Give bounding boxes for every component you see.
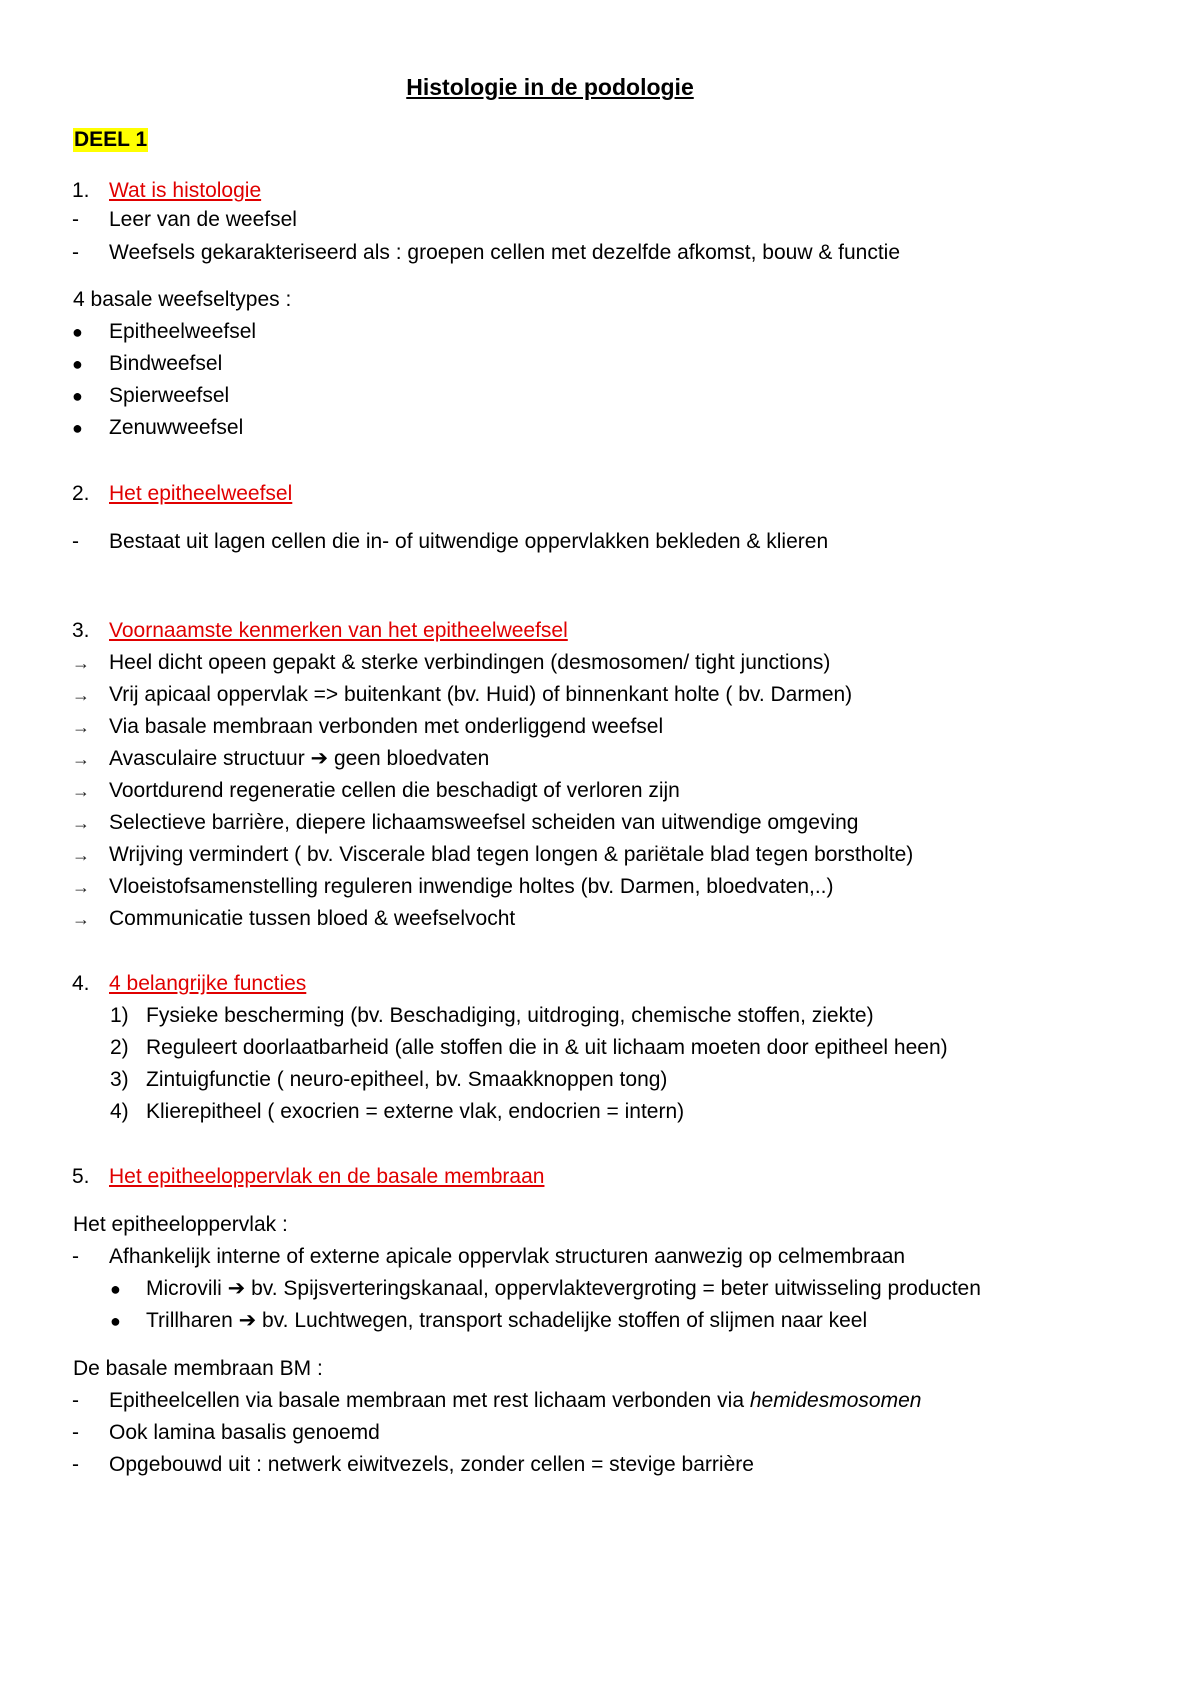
- section-number: 1.: [72, 179, 90, 202]
- arrow-icon: →: [72, 813, 90, 833]
- dash-marker: -: [72, 208, 79, 231]
- section-number: 4.: [72, 972, 90, 995]
- dash-marker: -: [72, 1453, 79, 1476]
- arrow-icon: →: [72, 685, 90, 705]
- section-number: 5.: [72, 1165, 90, 1188]
- arrow-icon: →: [72, 909, 90, 929]
- item-number: 3): [110, 1068, 129, 1091]
- dash-marker: -: [72, 1389, 79, 1412]
- arrow-icon: →: [72, 749, 90, 769]
- section-number: 3.: [72, 619, 90, 642]
- part-label: DEEL 1: [74, 128, 148, 151]
- arrow-icon: →: [72, 877, 90, 897]
- bullet-icon: ●: [72, 354, 83, 374]
- bullet-icon: ●: [72, 386, 83, 406]
- arrow-icon: →: [72, 781, 90, 801]
- document-title: Histologie in de podologie: [406, 74, 694, 100]
- bullet-icon: ●: [72, 418, 83, 438]
- bullet-icon: ●: [110, 1279, 121, 1299]
- section-title: Voornaamste kenmerken van het epitheelweefsel: [109, 619, 568, 642]
- bullet-icon: ●: [110, 1311, 121, 1331]
- dash-marker: -: [72, 1245, 79, 1268]
- arrow-icon: →: [72, 717, 90, 737]
- item-number: 4): [110, 1100, 129, 1123]
- item-number: 1): [110, 1004, 129, 1027]
- dash-marker: -: [72, 1421, 79, 1444]
- arrow-icon: →: [72, 653, 90, 673]
- bold-arrow-icon: ➔: [310, 747, 329, 770]
- dash-marker: -: [72, 241, 79, 264]
- bullet-icon: ●: [72, 322, 83, 342]
- section-title: 4 belangrijke functies: [109, 972, 307, 995]
- section-title: Het epitheelweefsel: [109, 482, 293, 505]
- arrow-icon: →: [72, 845, 90, 865]
- item-number: 2): [110, 1036, 129, 1059]
- section-title: Het epitheeloppervlak en de basale membraan: [109, 1165, 545, 1188]
- dash-marker: -: [72, 530, 79, 553]
- section-number: 2.: [72, 482, 90, 505]
- bold-arrow-icon: ➔: [238, 1309, 257, 1332]
- section-title: Wat is histologie: [109, 179, 262, 202]
- bold-arrow-icon: ➔: [227, 1277, 246, 1300]
- document-page: Histologie in de podologie DEEL 1 1. Wat is histologie - Leer van de weefsel - Weefsels gekarakteriseerd als : groepen cellen met dezelfde afkomst, bouw & functie 4 basale weefseltypes : ● Epitheelweefsel ● Bindweefsel ● Spierweefsel ● Zenuwweefsel 2. Het epitheelweefsel - Bestaat uit lagen cellen die in- of uitwendige oppervlakken bekleden & klieren 3. Voornaamste kenmerken van het epitheelweefsel → Heel dicht opeen gepakt & sterke verbindingen (desmosomen/ tight junctions) → Vrij apicaal oppervlak => buitenkant (bv. Huid) of binnenkant holte ( bv. Darmen) → Via basale membraan verbonden met onderliggend weefsel → Avasculaire structuur ➔ geen bloedvaten → Voortdurend regeneratie cellen die beschadigt of verloren zijn → Selectieve barrière, diepere lichaamsweefsel scheiden van uitwendige omgeving → Wrijving vermindert ( bv. Viscerale blad tegen longen & pariëtale blad tegen borstholte) → Vloeistofsamenstelling reguleren inwendige holtes (bv. Darmen, bloedvaten,..) → Communicatie tussen bloed & weefselvocht 4. 4 belangrijke functies 1) Fysieke bescherming (bv. Beschadiging, uitdroging, chemische stoffen, ziekte) 2) Reguleert doorlaatbarheid (alle stoffen die in & uit lichaam moeten door epitheel heen) 3) Zintuigfunctie ( neuro-epitheel, bv. Smaakknoppen tong) 4) Klierepitheel ( exocrien = externe vlak, endocrien = intern) 5. Het epitheeloppervlak en de basale membraan Het epitheeloppervlak : - Afhankelijk interne of externe apicale oppervlak structuren aanwezig op celmembraan ● Microvili ➔ bv. Spijsverteringskanaal, oppervlaktevergroting = beter uitwisseling producten ● Trillharen ➔ bv. Luchtwegen, transport schadelijke stoffen of slijmen naar keel De basale membraan BM : - Epitheelcellen via basale membraan met rest lichaam verbonden via hemidesmosomen - Ook lamina basalis genoemd - Opgebouwd uit : netwerk eiwitvezels, zonder cellen = stevige barrière: [0, 0, 1200, 1698]
